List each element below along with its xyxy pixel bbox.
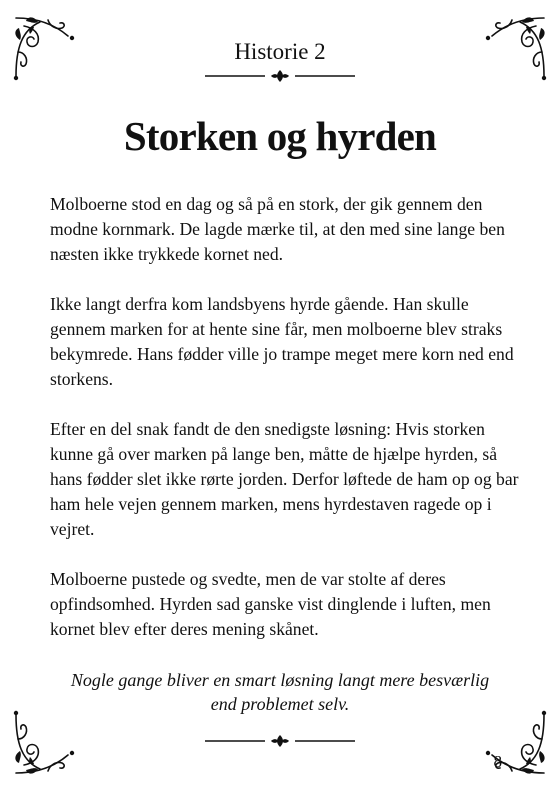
header-fleuron-divider-icon xyxy=(205,68,355,84)
paragraph: Ikke langt derfra kom landsbyens hyrde gående. Han skulle gennem marken for at hente sine får, men molboerne blev straks bekymrede. Hans fødder ville jo trampe meget mere korn ned end storkens. xyxy=(50,294,514,389)
paragraph: Molboerne pustede og svedte, men de var stolte af deres opfindsomhed. Hyrden sad ganske vist dinglende i luften, men kornet blev efter deres mening skånet. xyxy=(50,569,491,639)
paragraph: Efter en del snak fandt de den snedigste løsning: Hvis storken kunne gå over marken på lange ben, måtte de hjælpe hyrden, så hans fødder slet ikke rørte jorden. Derfor løftede de ham op og bar ham hele vejen gennem marken, mens hyrdestaven ragede op i vejret. xyxy=(50,419,519,539)
story-moral: Nogle gange bliver en smart løsning langt mere besværlig end problemet selv. xyxy=(70,670,490,714)
footer-divider xyxy=(0,733,560,749)
footer-fleuron-divider-icon xyxy=(205,733,355,749)
story-label: Historie 2 xyxy=(234,39,326,64)
story-title: Storken og hyrden xyxy=(123,113,437,159)
story-header xyxy=(0,38,560,84)
page-number: 8 xyxy=(493,752,502,771)
story-body xyxy=(50,192,520,667)
paragraph: Molboerne stod en dag og så på en stork, der gik gennem den modne kornmark. De lagde mærke til, at den med sine lange ben næsten ikke trykkede kornet ned. xyxy=(50,194,505,264)
